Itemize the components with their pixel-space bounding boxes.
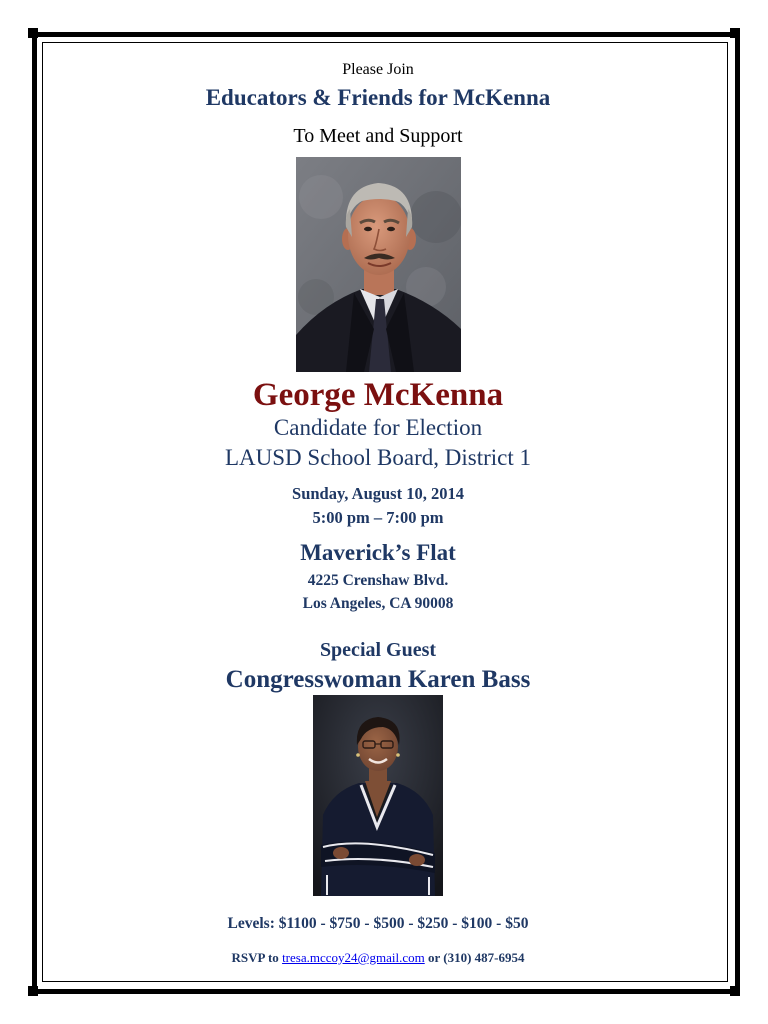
guest-portrait xyxy=(313,695,443,896)
rsvp-email-link[interactable]: tresa.mccoy24@gmail.com xyxy=(282,950,425,965)
venue-street: 4225 Crenshaw Blvd. xyxy=(307,572,449,589)
invite-purpose: To Meet and Support xyxy=(293,125,463,147)
invite-lead: Please Join xyxy=(342,61,414,78)
border-corner-top-right xyxy=(730,28,740,38)
border-corner-bottom-right xyxy=(730,986,740,996)
venue-city: Los Angeles, CA 90008 xyxy=(302,595,454,612)
host-title: Educators & Friends for McKenna xyxy=(205,85,551,110)
candidate-name: George McKenna xyxy=(252,377,504,413)
rsvp-line xyxy=(0,950,756,966)
contribution-levels: Levels: $1100 - $750 - $500 - $250 - $100 - $50 xyxy=(227,915,529,932)
event-date: Sunday, August 10, 2014 xyxy=(292,484,464,503)
face xyxy=(348,195,410,275)
event-time: 5:00 pm – 7:00 pm xyxy=(312,508,444,527)
candidate-line-1: Candidate for Election xyxy=(273,415,483,440)
border-corner-bottom-left xyxy=(28,986,38,996)
candidate-line-2: LAUSD School Board, District 1 xyxy=(224,445,531,470)
special-guest-label: Special Guest xyxy=(319,639,437,661)
candidate-portrait xyxy=(296,157,461,372)
rsvp-phone: or (310) 487-6954 xyxy=(427,950,525,965)
venue-name: Maverick’s Flat xyxy=(300,540,456,565)
rsvp-prefix: RSVP to xyxy=(231,950,279,965)
border-corner-top-left xyxy=(28,28,38,38)
special-guest-name: Congresswoman Karen Bass xyxy=(225,666,531,693)
